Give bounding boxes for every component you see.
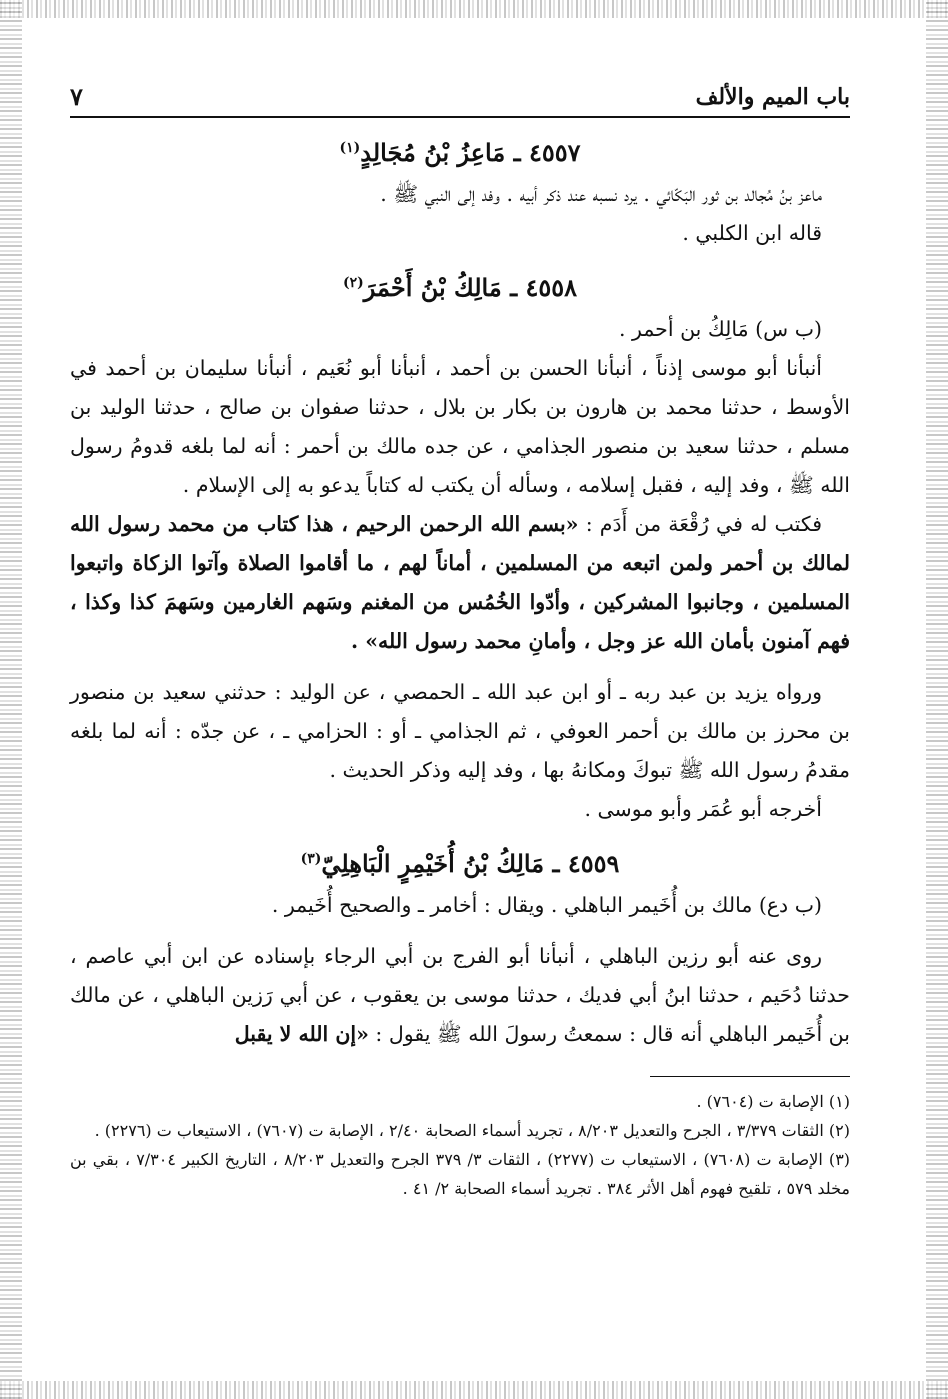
footnote-2: (٢) الثقات ٣/٣٧٩ ، الجرح والتعديل ٨/٢٠٣ ، تجريد أسماء الصحابة ٢/٤٠ ، الإصابة ت (٧٦٠٧) ، الاستيعاب ت (٢٢٧٦) . — [94, 1121, 850, 1140]
entry-title-4557 — [70, 138, 850, 167]
entry-title-4558 — [70, 273, 850, 302]
entry-paragraph: أنبأنا أبو موسى إذناً ، أنبأنا الحسن بن أحمد ، أنبأنا أبو نُعَيم ، أنبأنا سليمان بن أحمد في الأوسط ، حدثنا محمد بن هارون بن بكار بن بلال ، حدثنا صفوان بن صالح ، حدثنا الوليد بن مسلم ، حدثنا سعيد بن منصور الجذامي ، عن جده مالك بن أحمر : أنه لما بلغه قدومُ رسول الله ﷺ ، وفد إليه ، فقبل إسلامه ، وسأله أن يكتب له كتاباً يدعو به إلى الإسلام . — [70, 356, 850, 497]
running-header — [70, 80, 850, 118]
page-number: ٧ — [70, 82, 83, 111]
footnote-1: (١) الإصابة ت (٧٦٠٤) . — [696, 1092, 850, 1111]
page-border-left — [0, 0, 22, 1399]
entry-paragraph — [70, 937, 850, 1054]
entry-paragraph: ماعز بنُ مُجالد بن ثور البَكّائي . يرد نسبه عند ذكر أبيه . وفد إلى النبي ﷺ . — [380, 182, 822, 206]
entry-heading: ٤٥٥٧ ـ مَاعِزُ بْنُ مُجَالِدٍ — [360, 138, 581, 167]
page-border-top — [0, 0, 948, 18]
book-page — [70, 80, 850, 1340]
plain-text: روى عنه أبو رزين الباهلي ، أنبأنا أبو الفرج بن أبي الرجاء بإسناده عن ابن أبي عاصم ، حدثنا دُحَيم ، حدثنا ابنُ أبي فديك ، حدثنا موسى بن يعقوب ، عن أبي رَزين الباهلي ، عن مالك بن أُخَيمر الباهلي أنه قال : سمعتُ رسولَ الله ﷺ يقول : — [70, 944, 850, 1046]
page-border-bottom — [0, 1381, 948, 1399]
spacer — [70, 925, 850, 937]
entry-title-4559 — [70, 849, 850, 878]
footnote-ref: (٣) — [300, 851, 322, 867]
entry-paragraph: ورواه يزيد بن عبد ربه ـ أو ابن عبد الله ـ الحمصي ، عن الوليد : حدثني سعيد بن منصور بن محرز بن مالك بن أحمر العوفي ، ثم الجذامي ـ أو : الحزامي ـ ، عن جدّه : أنه لما بلغه مقدمُ رسول الله ﷺ تبوكَ ومكانهُ بها ، وفد إليه وذكر الحديث . — [70, 680, 850, 782]
entry-paragraph: أخرجه أبو عُمَر وأبو موسى . — [584, 797, 822, 821]
footnotes — [70, 1087, 850, 1203]
footnote-ref: (٢) — [342, 275, 364, 291]
spacer — [70, 661, 850, 673]
footnote-separator — [650, 1076, 850, 1077]
quoted-letter: «بسم الله الرحمن الرحيم ، هذا كتاب من محمد رسول الله لمالك بن أحمر ولمن اتبعه من المسلمين ، أماناً لهم ، ما أقاموا الصلاة وآتوا الزكاة واتبعوا المسلمين ، وجانبوا المشركين ، وأدّوا الخُمُس من المغنم وسَهم الغارمين وسَهمَ كذا وكذا ، فهم آمنون بأمان الله عز وجل ، وأمانِ محمد رسول الله» . — [70, 512, 850, 653]
footnote-3: (٣) الإصابة ت (٧٦٠٨) ، الاستيعاب ت (٢٢٧٧) ، الثقات ٣/ ٣٧٩ الجرح والتعديل ٨/٢٠٣ ، التاريخ الكبير ٧/٣٠٤ ، بقي بن مخلد ٥٧٩ ، تلقيح فهوم أهل الأثر ٣٨٤ . تجريد أسماء الصحابة ٢/ ٤١ . — [70, 1150, 851, 1198]
quoted-hadith: «إن الله لا يقبل — [234, 1022, 369, 1046]
plain-text: فكتب له في رُقْعَة من أَدَم : — [578, 512, 822, 536]
footnote-ref: (١) — [339, 140, 361, 156]
entry-paragraph: قاله ابن الكلبي . — [682, 221, 822, 245]
entry-heading: ٤٥٥٨ ـ مَالِكُ بْنُ أَحْمَرَ — [363, 273, 578, 302]
entry-intro: (ب س) مَالِكُ بن أحمر . — [618, 317, 822, 341]
entry-intro: (ب دع) مالك بن أُخَيمر الباهلي . ويقال : أخامر ـ والصحيح أُخَيمر . — [271, 893, 822, 917]
entry-paragraph — [70, 505, 850, 661]
page-border-right — [926, 0, 948, 1399]
chapter-title: باب الميم والألف — [695, 84, 850, 110]
entry-heading: ٤٥٥٩ ـ مَالِكُ بْنُ أُخَيْمِرٍ الْبَاهِلِيّ — [321, 849, 620, 878]
